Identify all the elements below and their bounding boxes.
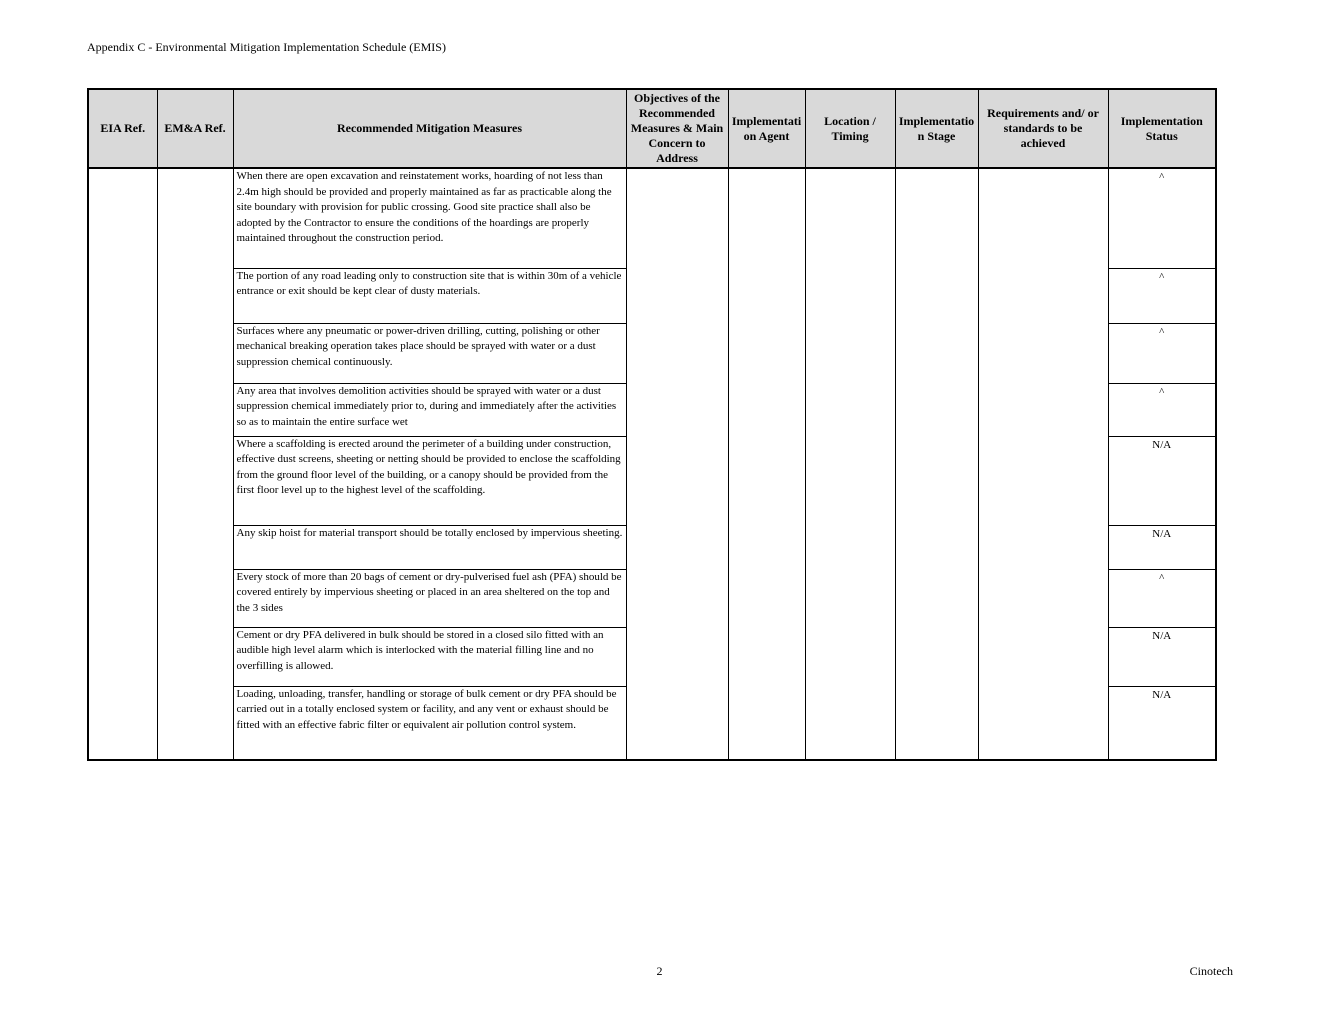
- cell-objectives: [626, 168, 728, 760]
- measure-cell: Any area that involves demolition activities should be sprayed with water or a dust suppression chemical immediately prior to, during and immediately after the activities so as to maintain the entire surface wet: [233, 383, 626, 436]
- status-cell: N/A: [1108, 627, 1216, 686]
- status-cell: N/A: [1108, 686, 1216, 760]
- page-number: 2: [656, 964, 663, 978]
- status-cell: ^: [1108, 168, 1216, 268]
- status-cell: ^: [1108, 383, 1216, 436]
- header-location-timing: Location / Timing: [805, 89, 895, 168]
- measure-cell: When there are open excavation and reinstatement works, hoarding of not less than 2.4m high should be provided and properly maintained as far as practicable along the site boundary with provision for public crossing. Good site practice shall also be adopted by the Contractor to ensure the conditions of the hoardings are properly maintained throughout the construction period.: [233, 168, 626, 268]
- header-requirements: Requirements and/ or standards to be achieved: [978, 89, 1108, 168]
- header-agent: Implementation Agent: [728, 89, 805, 168]
- header-objectives: Objectives of the Recommended Measures & Main Concern to Address: [626, 89, 728, 168]
- status-cell: N/A: [1108, 525, 1216, 569]
- measure-cell: Surfaces where any pneumatic or power-driven drilling, cutting, polishing or other mechanical breaking operation takes place should be sprayed with water or a dust suppression chemical continuously.: [233, 323, 626, 383]
- header-stage: Implementation Stage: [895, 89, 978, 168]
- status-cell: ^: [1108, 268, 1216, 323]
- measure-cell: Cement or dry PFA delivered in bulk should be stored in a closed silo fitted with an audible high level alarm which is interlocked with the material filling line and no overfilling is allowed.: [233, 627, 626, 686]
- header-status: Implementation Status: [1108, 89, 1216, 168]
- status-cell: ^: [1108, 323, 1216, 383]
- measure-cell: Every stock of more than 20 bags of cement or dry-pulverised fuel ash (PFA) should be covered entirely by impervious sheeting or placed in an area sheltered on the top and the 3 sides: [233, 569, 626, 627]
- footer-company: Cinotech: [1189, 964, 1233, 978]
- document-title: Appendix C - Environmental Mitigation Implementation Schedule (EMIS): [87, 40, 446, 54]
- cell-stage: [895, 168, 978, 760]
- cell-eia-ref: [88, 168, 157, 760]
- header-ema-ref: EM&A Ref.: [157, 89, 233, 168]
- table-row: [88, 168, 1216, 268]
- emis-table: [87, 88, 1217, 761]
- cell-requirements: [978, 168, 1108, 760]
- header-measures: Recommended Mitigation Measures: [233, 89, 626, 168]
- cell-ema-ref: [157, 168, 233, 760]
- measure-cell: Loading, unloading, transfer, handling or storage of bulk cement or dry PFA should be carried out in a totally enclosed system or facility, and any vent or exhaust should be fitted with an effective fabric filter or equivalent air pollution control system.: [233, 686, 626, 760]
- status-cell: N/A: [1108, 436, 1216, 525]
- measure-cell: The portion of any road leading only to construction site that is within 30m of a vehicle entrance or exit should be kept clear of dusty materials.: [233, 268, 626, 323]
- measure-cell: Any skip hoist for material transport should be totally enclosed by impervious sheeting.: [233, 525, 626, 569]
- status-cell: ^: [1108, 569, 1216, 627]
- table-header-row: [88, 89, 1216, 168]
- header-eia-ref: EIA Ref.: [88, 89, 157, 168]
- cell-agent: [728, 168, 805, 760]
- cell-location-timing: [805, 168, 895, 760]
- measure-cell: Where a scaffolding is erected around the perimeter of a building under construction, effective dust screens, sheeting or netting should be provided to enclose the scaffolding from the ground floor level of the building, or a canopy should be provided from the first floor level up to the highest level of the scaffolding.: [233, 436, 626, 525]
